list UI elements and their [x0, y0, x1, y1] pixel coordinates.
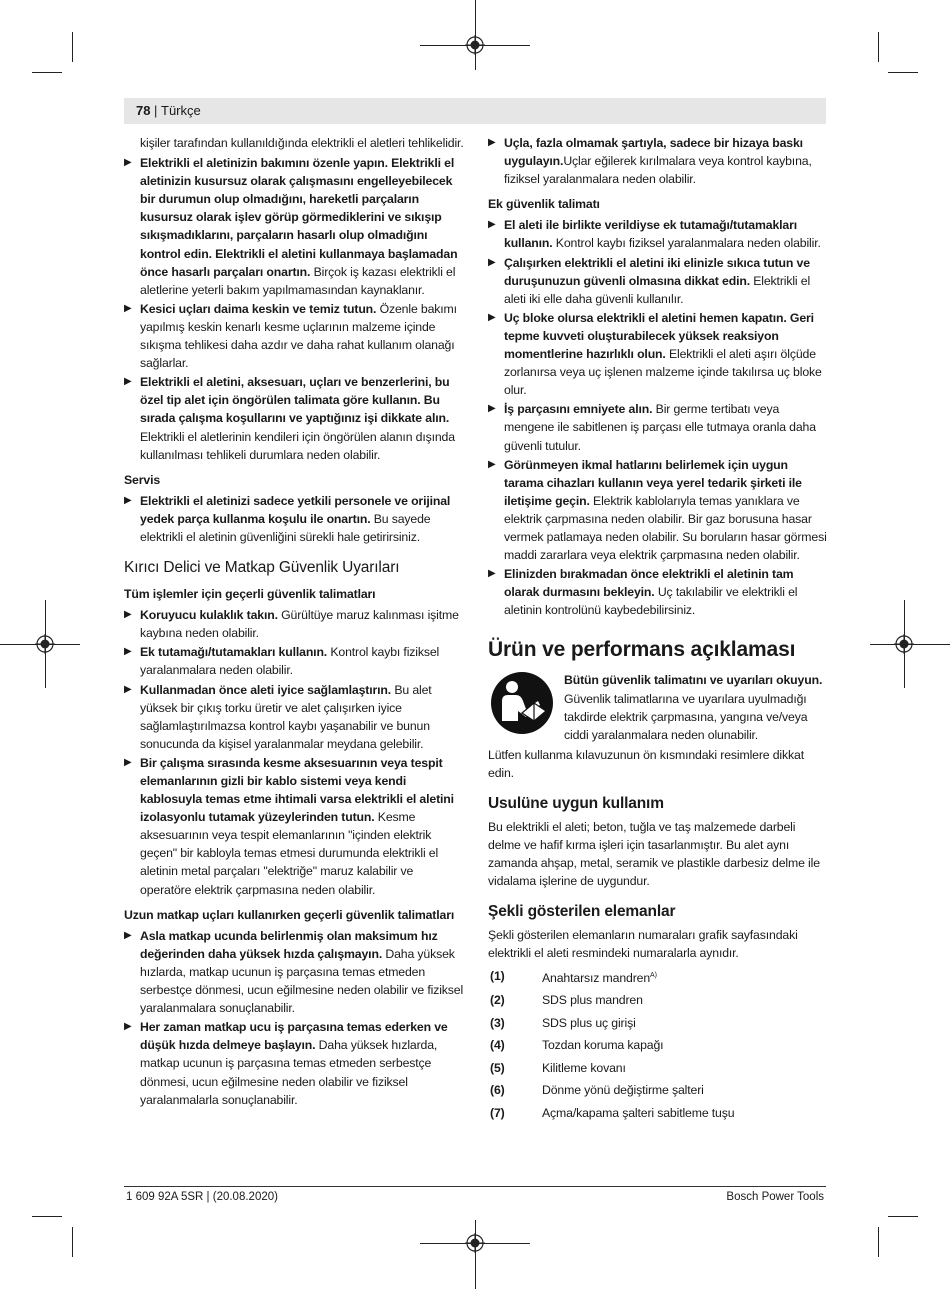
bullet-arrow-icon: ▶	[488, 137, 496, 148]
long-bits-items-list	[124, 927, 464, 1109]
components-list	[488, 967, 828, 1123]
use-text: Bu elektrikli el aleti; beton, tuğla ve taş malzemede darbeli delme ve hafif kırma işleri için tasarlanmıştır. Bu alet aynı zamanda ahşap, metal, seramik ve plastikle darbesiz delme ile vidalama işlerine de uygundur.	[488, 820, 820, 889]
left-column	[124, 134, 464, 1110]
component-number: (4)	[490, 1038, 505, 1053]
component-label: Açma/kapama şalteri sabitleme tuşu	[542, 1105, 735, 1120]
list-item	[488, 309, 828, 399]
item-bold-text: Elektrikli el aletinizin bakımını özenle yapın. Elektrikli el aletinizin kusursuz olarak çalışmasını engelleyebilecek bir durumun olup olmadığını, hareketli parçaların kusursuz olarak işlev görüp görmediklerini ve sıkışıp sıkışmadıklarını, parçaların hasarlı olup olmadığını kontrol edin. Elektrikli el aletini kullanmaya başlamadan önce hasarlı parçaları onartın.	[140, 156, 458, 279]
item-bold-text: Asla matkap ucunda belirlenmiş olan maksimum hız değerinden daha yüksek hızda çalışmayın.	[140, 928, 438, 961]
bullet-arrow-icon: ▶	[488, 256, 496, 268]
footer-brand: Bosch Power Tools	[726, 1191, 824, 1203]
list-item	[488, 565, 828, 619]
bullet-arrow-icon: ▶	[488, 311, 496, 323]
bullet-arrow-icon: ▶	[124, 646, 132, 658]
component-label: Dönme yönü değiştirme şalteri	[542, 1083, 704, 1098]
component-label: SDS plus uç girişi	[542, 1015, 636, 1030]
item-bold-text: Ek tutamağı/tutamakları kullanın.	[140, 645, 328, 660]
crop-mark	[878, 32, 879, 62]
registration-mark-icon	[465, 1233, 485, 1253]
component-footnote: A)	[650, 971, 657, 979]
bullet-arrow-icon: ▶	[124, 929, 132, 941]
component-row	[488, 1081, 828, 1100]
item-bold-text: İş parçasını emniyete alın.	[504, 402, 653, 417]
components-text: Şekli gösterilen elemanların numaraları grafik sayfasındaki elektrikli el aleti resmindeki numaralarla aynıdır.	[488, 928, 798, 961]
right-items-list	[488, 134, 828, 188]
crop-mark	[32, 1216, 62, 1217]
bullet-arrow-icon: ▶	[488, 403, 496, 415]
bullet-arrow-icon: ▶	[124, 157, 132, 169]
component-number: (3)	[490, 1015, 505, 1030]
component-label: Kilitleme kovanı	[542, 1060, 626, 1075]
item-bold-text: Çalışırken elektrikli el aletini iki elinizle sıkıca tutun ve duruşunuzun güvenli olmasına dikkat edin.	[504, 255, 810, 288]
bullet-arrow-icon: ▶	[488, 219, 496, 231]
list-item	[124, 643, 464, 679]
item-text: Özenle bakımı yapılmış keskin kenarlı kesme uçlarının malzeme içinde sıkışma tehlikesi daha azdır ve daha rahat kullanım olanağı sağlarlar.	[140, 301, 457, 371]
header-separator: |	[154, 103, 158, 118]
item-text: Daha yüksek hızlarda, matkap ucunun iş parçasına temas etmeden serbestçe dönmesi, ucun eğilmesine neden olabilir ve fiziksel yaralanmalarla sonuçlanabilir.	[140, 1038, 438, 1107]
long-bits-heading: Uzun matkap uçları kullanırken geçerli güvenlik talimatları	[124, 907, 455, 922]
servis-items-list	[124, 492, 464, 546]
item-text: Elektrikli el aletlerinin kendileri için öngörülen alanın dışında kullanılması tehlikeli durumlara neden olabilir.	[140, 429, 455, 462]
item-text: Birçok iş kazası elektrikli el aletlerine yeterli bakım yapılmamasından kaynaklanır.	[140, 264, 456, 297]
component-number: (7)	[490, 1105, 505, 1120]
list-item	[124, 300, 464, 372]
item-text: Elektrik kablolarıyla temas yanıklara ve elektrik çarpmasına neden olabilir. Bir gaz borusuna hasar vermek patlamaya neden olabilir. Su boruların hasar görmesi maddi zararlara veya elektrik çarpmasına neden olabilir.	[504, 493, 827, 563]
registration-mark-icon	[465, 35, 485, 55]
item-bold-text: Koruyucu kulaklık takın.	[140, 608, 278, 623]
item-text: Bu sayede elektrikli el aletinin güvenliğini sürekli hale getirirsiniz.	[140, 511, 431, 544]
intro-text: Lütfen kullanma kılavuzunun ön kısmındaki resimlere dikkat edin.	[488, 747, 804, 780]
extra-heading: Ek güvenlik talimatı	[488, 197, 600, 212]
list-item	[124, 1018, 464, 1108]
item-text: Kesme aksesuarının veya tespit elemanlarının "içinden elektrik geçen" bir kabloyla temas etmesi durumunda elektrikli el aletinin metal parçaları "elektriğe" maruz kalabilir ve operatöre elektrik çarpmasına neden olabilir.	[140, 810, 439, 897]
bullet-arrow-icon: ▶	[124, 494, 132, 506]
section-title: Kırıcı Delici ve Matkap Güvenlik Uyarıları	[124, 559, 400, 577]
item-text: Uçlar eğilerek kırılmalara veya kontrol kaybına, fiziksel yaralanmalara neden olabilir.	[504, 154, 812, 187]
use-heading: Usulüne uygun kullanım	[488, 795, 664, 812]
safety-notice	[488, 671, 828, 743]
item-text: Kontrol kaybı fiziksel yaralanmalara neden olabilir.	[552, 236, 821, 251]
components-heading: Şekli gösterilen elemanlar	[488, 903, 676, 921]
list-item	[124, 754, 464, 899]
item-bold-text: Uçla, fazla olmamak şartıyla, sadece bir hizaya baskı uygulayın.	[504, 136, 803, 169]
component-number: (1)	[490, 968, 505, 983]
component-number: (6)	[490, 1083, 505, 1098]
bullet-arrow-icon: ▶	[124, 1021, 132, 1033]
crop-mark	[475, 1220, 476, 1289]
page-footer	[124, 1186, 826, 1203]
crop-mark	[878, 1227, 879, 1257]
item-text: Elektrikli el aleti iki elle daha güvenli kullanılır.	[504, 273, 811, 306]
component-row	[488, 1059, 828, 1078]
left-items-list	[124, 154, 464, 464]
list-item	[488, 456, 828, 565]
list-item	[488, 216, 828, 252]
crop-mark	[32, 72, 62, 73]
page-number: 78	[136, 103, 151, 118]
component-label: SDS plus mandren	[542, 993, 643, 1008]
item-bold-text: Elektrikli el aletinizi sadece yetkili personele ve orijinal yedek parça kullanma koşulu ile onartın.	[140, 493, 451, 526]
component-row	[488, 967, 828, 988]
item-text: Bu alet yüksek bir çıkış torku üretir ve alet çalışırken iyice sağlamlaştırılmazsa kontrol kaybı yaşanabilir ve bunun sonucunda da kişisel yaralanmalar meydana gelebilir.	[140, 682, 432, 751]
bullet-arrow-icon: ▶	[124, 302, 132, 314]
list-item	[124, 492, 464, 546]
component-row	[488, 1014, 828, 1033]
general-items-list	[124, 606, 464, 899]
item-bold-text: Uç bloke olursa elektrikli el aletini hemen kapatın. Geri tepme kuvveti oluşturabilecek yüksek reaksiyon momentlerine hazırlıklı olun.	[504, 310, 814, 362]
product-title: Ürün ve performans açıklaması	[488, 638, 796, 662]
list-item	[488, 400, 828, 454]
footer-code: 1 609 92A 5SR | (20.08.2020)	[126, 1191, 278, 1203]
read-manual-icon	[488, 671, 556, 735]
item-text: Uç takılabilir ve elektrikli el aletinin kontrolünü kaybedebilirsiniz.	[504, 585, 798, 618]
crop-mark	[888, 1216, 918, 1217]
component-row	[488, 1104, 828, 1123]
bullet-arrow-icon: ▶	[124, 609, 132, 621]
item-bold-text: Kesici uçları daima keskin ve temiz tutun.	[140, 301, 377, 316]
component-number: (2)	[490, 993, 505, 1008]
list-item	[124, 927, 464, 1017]
list-item	[124, 373, 464, 463]
list-item	[124, 606, 464, 642]
item-bold-text: Elektrikli el aletini, aksesuarı, uçları ve benzerlerini, bu özel tip alet için öngörülen talimata göre kullanın. Bu sırada çalışma koşullarını ve yaptığınız işi dikkate alın.	[140, 375, 450, 426]
component-label: Tozdan koruma kapağı	[542, 1038, 664, 1053]
right-column	[488, 134, 828, 1122]
registration-mark-icon	[894, 634, 914, 654]
component-row	[488, 991, 828, 1010]
list-item	[488, 254, 828, 308]
item-text: Gürültüye maruz kalınması işitme kaybına neden olabilir.	[140, 608, 459, 641]
item-text: Elektrikli el aleti aşırı ölçüde zorlanırsa veya uç işlenen malzeme içinde takılırsa uç bloke olur.	[504, 347, 822, 398]
header-language: Türkçe	[161, 103, 201, 118]
component-number: (5)	[490, 1060, 505, 1075]
registration-mark-icon	[35, 634, 55, 654]
general-heading: Tüm işlemler için geçerli güvenlik talimatları	[124, 587, 376, 602]
crop-mark	[888, 72, 918, 73]
extra-items-list	[488, 216, 828, 619]
component-label: Anahtarsız mandren$^{A)}$	[542, 970, 657, 985]
continuation-text: kişiler tarafından kullanıldığında elektrikli el aletleri tehlikelidir.	[140, 136, 464, 150]
list-item	[124, 154, 464, 299]
item-bold-text: Bir çalışma sırasında kesme aksesuarının veya tespit elemanlarının gizli bir kablo sistemi veya kendi kablosuyla temas etme ihtimali varsa elektrikli el aletini izolasyonlu tutamak yüzeylerinden tutun.	[140, 755, 454, 825]
component-row	[488, 1036, 828, 1055]
page-header	[124, 98, 826, 124]
item-bold-text: Kullanmadan önce aleti iyice sağlamlaştırın.	[140, 682, 392, 697]
item-text: Kontrol kaybı fiziksel yaralanmalara neden olabilir.	[140, 645, 440, 678]
item-text: Daha yüksek hızlarda, matkap ucunun iş parçasına temas etmeden serbestçe dönmesi, ucun eğilmesine neden olabilir ve fiziksel yaralanmalara sonuçlanabilir.	[140, 946, 464, 1016]
item-bold-text: El aleti ile birlikte verildiyse ek tutamağı/tutamakları kullanın.	[504, 218, 798, 251]
bullet-arrow-icon: ▶	[124, 683, 132, 695]
item-bold-text: Elinizden bırakmadan önce elektrikli el aletinin tam olarak durmasını bekleyin.	[504, 567, 794, 600]
list-item	[488, 134, 828, 188]
bullet-arrow-icon: ▶	[124, 376, 132, 388]
crop-mark	[72, 32, 73, 62]
item-text: Bir germe tertibatı veya mengene ile sabitlenen iş parçası elle tutmaya oranla daha güvenli tutulur.	[504, 402, 816, 453]
bullet-arrow-icon: ▶	[488, 568, 496, 580]
bullet-arrow-icon: ▶	[124, 756, 132, 768]
item-bold-text: Görünmeyen ikmal hatlarını belirlemek için uygun tarama cihazları kullanın veya yerel tedarik şirketi ile iletişime geçin.	[504, 457, 802, 508]
notice-text: Güvenlik talimatlarına ve uyarılara uyulmadığı takdirde elektrik çarpmasına, yangına ve/veya ciddi yaralanmalara neden olunabilir.	[564, 691, 808, 742]
crop-mark	[72, 1227, 73, 1257]
item-bold-text: Her zaman matkap ucu iş parçasına temas ederken ve düşük hızda delmeye başlayın.	[140, 1020, 448, 1053]
bullet-arrow-icon: ▶	[488, 458, 496, 470]
notice-bold: Bütün güvenlik talimatını ve uyarıları okuyun.	[564, 673, 823, 688]
servis-heading: Servis	[124, 472, 161, 487]
list-item	[124, 681, 464, 753]
